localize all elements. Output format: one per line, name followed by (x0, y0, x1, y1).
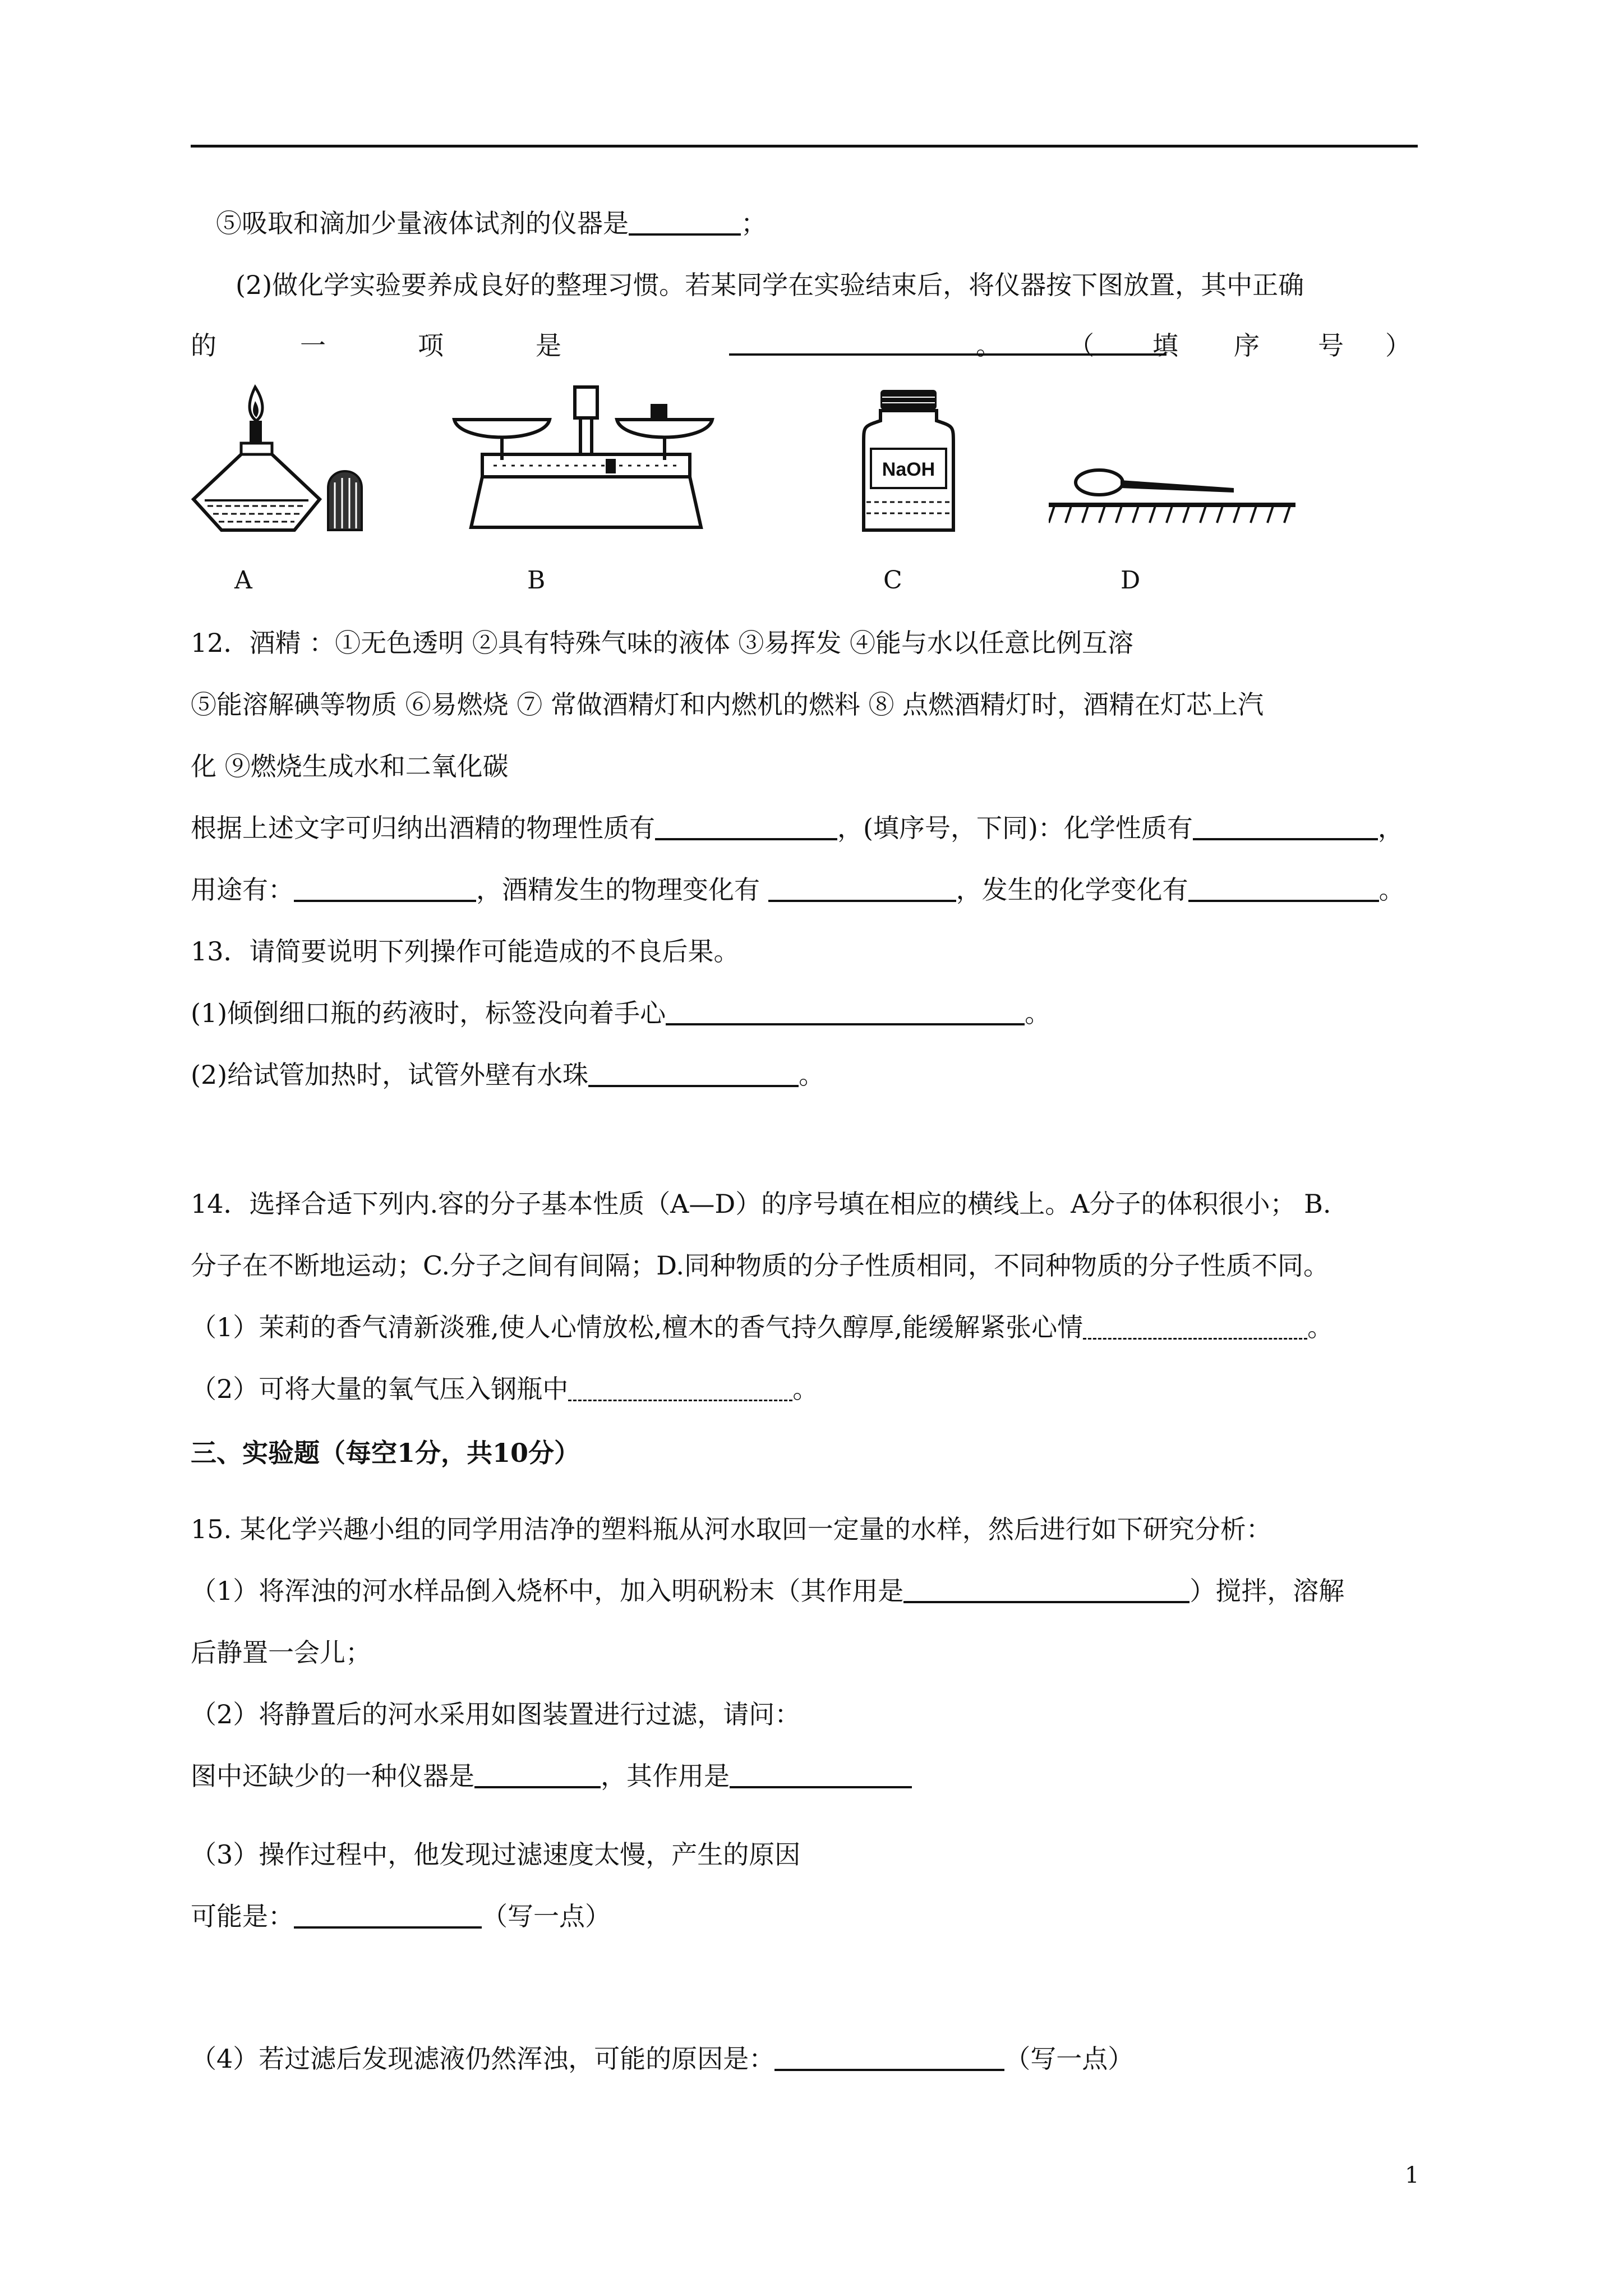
q14-item2-end: 。 (792, 1374, 819, 1404)
q14-line2: 分子在不断地运动；C.分子之间有间隔；D.同种物质的分子性质相同，不同种物质的分子性质不同。 (191, 1250, 1330, 1281)
bottle-label-text: NaOH (882, 459, 935, 480)
q15-item3-question (191, 1899, 611, 1933)
q13-item2-text: (2)给试管加热时，试管外壁有水珠 (191, 1060, 589, 1090)
answer-blank[interactable] (568, 1375, 792, 1401)
q11-tail: 填 (1152, 330, 1178, 361)
answer-blank[interactable] (729, 329, 1166, 356)
q14-item1 (191, 1310, 1333, 1344)
answer-blank[interactable] (768, 875, 956, 902)
balance-scale-icon (449, 381, 723, 533)
naoh-bottle-icon (861, 387, 956, 539)
q11-tail: 序 (1234, 330, 1260, 361)
q14-item2-text: （2）可将大量的氧气压入钢瓶中 (191, 1374, 569, 1404)
q12-line4-text: 根据上述文字可归纳出酒精的物理性质有 (191, 813, 655, 843)
q11-item5-end: ； (741, 208, 767, 238)
answer-blank[interactable] (1083, 1313, 1307, 1340)
q15-item3-text: 可能是： (191, 1901, 294, 1931)
q13-item1-end: 。 (1025, 998, 1051, 1028)
figure-label-d: D (1121, 566, 1141, 595)
answer-blank[interactable] (1188, 875, 1379, 902)
q12-line2: ⑤能溶解碘等物质 ⑥易燃烧 ⑦ 常做酒精灯和内燃机的燃料 ⑧ 点燃酒精灯时，酒精在灯芯上汽 (191, 689, 1264, 720)
answer-blank[interactable] (588, 1060, 799, 1087)
q13-item2 (191, 1058, 824, 1092)
answer-blank[interactable] (903, 1576, 1189, 1603)
alcohol-lamp-icon (188, 381, 367, 544)
answer-blank[interactable] (294, 1902, 482, 1929)
q13-item1-text: (1)倾倒细口瓶的药液时，标签没向着手心 (191, 998, 666, 1028)
q11-item5 (216, 206, 767, 240)
q11-tail: ） (1385, 330, 1411, 361)
answer-blank[interactable] (655, 813, 837, 840)
q15-item1-text: ）搅拌，溶解 (1189, 1576, 1345, 1606)
q11-tail: 号 (1318, 330, 1344, 361)
q15-item1-cont: 后静置一会儿； (191, 1637, 371, 1668)
header-rule (191, 145, 1418, 148)
dropper-on-table-icon (1049, 460, 1295, 527)
q11-char: 的 (191, 330, 216, 361)
q14-item2 (191, 1372, 818, 1406)
q14-item1-text: （1）茉莉的香气清新淡雅,使人心情放松,檀木的香气持久醇厚,能缓解紧张心情 (191, 1312, 1083, 1342)
q12-line4 (191, 811, 1404, 845)
answer-blank[interactable] (730, 1761, 912, 1788)
q11-char: 项 (418, 330, 444, 361)
q11-item5-text: ⑤吸取和滴加少量液体试剂的仪器是 (216, 208, 629, 238)
answer-blank[interactable] (666, 999, 1025, 1025)
q15-item2-question (191, 1759, 912, 1793)
answer-blank[interactable] (629, 209, 741, 236)
q11-part2-line1: (2)做化学实验要养成良好的整理习惯。若某同学在实验结束后，将仪器按下图放置，其中正确 (236, 270, 1304, 300)
answer-blank[interactable] (474, 1761, 601, 1788)
q15-item4 (191, 2042, 1133, 2076)
q15-item3: （3）操作过程中，他发现过滤速度太慢，产生的原因 (191, 1839, 801, 1870)
q14-line1: 14．选择合适下列内.容的分子基本性质（A—D）的序号填在相应的横线上。A分子的体积很小； B. (191, 1189, 1331, 1219)
q12-line5 (191, 873, 1405, 907)
figure-label-c: C (883, 566, 902, 595)
q15-item2-text: 图中还缺少的一种仪器是 (191, 1761, 474, 1791)
page-number: 1 (1405, 2162, 1419, 2188)
q12-line5-text: 用途有： (191, 875, 294, 905)
q13-item2-end: 。 (799, 1060, 825, 1090)
q12-line4-text: ， (1377, 813, 1404, 843)
q12-line3: 化 ⑨燃烧生成水和二氧化碳 (191, 751, 509, 781)
q15-item4-text: （写一点） (1004, 2044, 1134, 2074)
q13-item1 (191, 996, 1050, 1030)
q15-item2: （2）将静置后的河水采用如图装置进行过滤，请问： (191, 1699, 801, 1729)
q15-item4-text: （4）若过滤后发现滤液仍然浑浊，可能的原因是： (191, 2044, 775, 2074)
q12-line1: 12．酒精 ：①无色透明 ②具有特殊气味的液体 ③易挥发 ④能与水以任意比例互溶 (191, 628, 1134, 658)
answer-blank[interactable] (774, 2044, 1004, 2071)
q12-line4-text: ，(填序号，下同)：化学性质有 (837, 813, 1193, 843)
q11-tail: 。 (976, 330, 1002, 361)
q15-intro: 15. 某化学兴趣小组的同学用洁净的塑料瓶从河水取回一定量的水样，然后进行如下研究分析： (191, 1514, 1272, 1544)
q12-line5-text: ，发生的化学变化有 (956, 875, 1188, 905)
q15-item3-text: （写一点） (482, 1901, 611, 1931)
q11-char: 一 (300, 330, 326, 361)
q12-line5-text: ，酒精发生的物理变化有 (476, 875, 768, 905)
q15-item1-text: （1）将浑浊的河水样品倒入烧杯中，加入明矾粉末（其作用是 (191, 1576, 904, 1606)
answer-blank[interactable] (294, 875, 476, 902)
q14-item1-end: 。 (1307, 1312, 1334, 1342)
q11-char: 是 (536, 330, 561, 361)
q11-tail: （ (1068, 330, 1094, 361)
q15-item1 (191, 1574, 1344, 1608)
answer-blank[interactable] (1193, 813, 1378, 840)
q12-line5-text: 。 (1378, 875, 1405, 905)
q15-item2-text: ，其作用是 (601, 1761, 730, 1791)
section3-heading: 三、实验题（每空1分，共10分） (191, 1438, 580, 1468)
figure-label-a: A (234, 566, 252, 595)
q13-title: 13．请简要说明下列操作可能造成的不良后果。 (191, 936, 740, 967)
figure-label-b: B (527, 566, 546, 595)
